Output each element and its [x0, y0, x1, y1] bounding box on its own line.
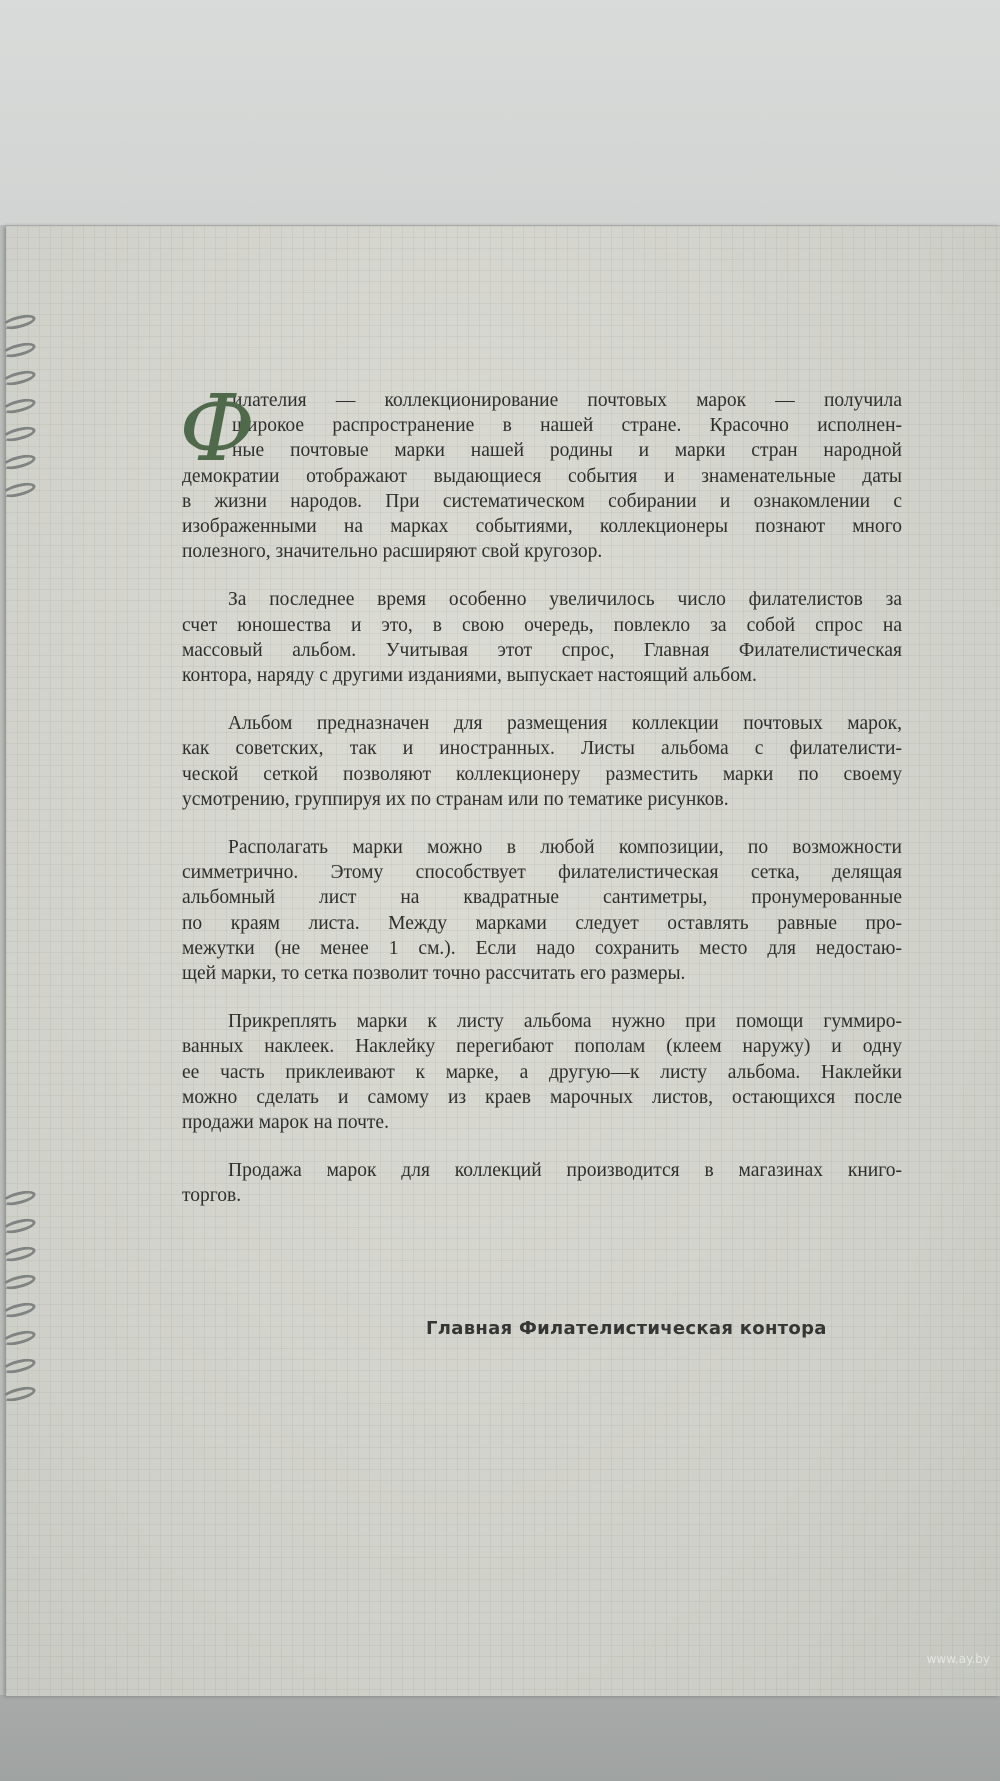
- text-line: счет юношества и это, в свою очередь, повлекло за собой спрос на: [182, 614, 902, 636]
- text-line: контора, наряду с другими изданиями, выпускает настоящий альбом.: [182, 665, 757, 687]
- paragraph-6: [182, 1158, 902, 1208]
- text-line: можно сделать и самому из краев марочных листов, остающихся после: [182, 1086, 902, 1108]
- text-line: ные почтовые марки нашей родины и марки стран народной: [232, 440, 902, 462]
- paragraph-4: [182, 835, 902, 986]
- binding-ring: [1, 340, 37, 360]
- text-line: Альбом предназначен для размещения коллекции почтовых марок,: [228, 713, 902, 735]
- binding-ring: [1, 312, 37, 332]
- text-line: ванных наклеек. Наклейку перегибают пополам (клеем наружу) и одну: [182, 1036, 902, 1058]
- text-line: ческой сеткой позволяют коллекционеру разместить марки по своему: [182, 763, 902, 785]
- text-line: полезного, значительно расширяют свой кругозор.: [182, 541, 603, 563]
- paragraph-1: [179, 375, 902, 564]
- binding-ring: [1, 1384, 37, 1404]
- text-line: щей марки, то сетка позволит точно рассчитать его размеры.: [182, 963, 686, 985]
- text-line: илателия — коллекционирование почтовых марок — получила: [232, 390, 902, 411]
- binding-ring: [1, 1188, 37, 1208]
- text-line: Располагать марки можно в любой композиции, по возможности: [228, 837, 902, 859]
- paragraph-2: [182, 587, 902, 688]
- binding-ring: [1, 396, 37, 416]
- text-line: изображенными на марках событиями, коллекционеры познают много: [182, 516, 902, 538]
- binding-ring: [1, 1272, 37, 1292]
- text-line: За последнее время особенно увеличилось число филателистов за: [228, 589, 902, 611]
- text-line: межутки (не менее 1 см.). Если надо сохранить место для недостаю-: [182, 937, 902, 959]
- table-surface-bottom: [0, 1695, 1000, 1781]
- table-surface-top: [0, 0, 1000, 225]
- text-line: Прикреплять марки к листу альбома нужно при помощи гуммиро-: [228, 1011, 902, 1033]
- text-line: продажи марок на почте.: [182, 1112, 389, 1134]
- binding-ring: [1, 1216, 37, 1236]
- drop-cap: Ф: [179, 375, 256, 482]
- binding-ring: [1, 480, 37, 500]
- binding-ring: [1, 1300, 37, 1320]
- text-line: массовый альбом. Учитывая этот спрос, Главная Филателистическая: [182, 639, 902, 661]
- watermark: www.ay.by: [926, 1652, 990, 1666]
- text-line: демократии отображают выдающиеся события и знаменательные даты: [182, 465, 902, 487]
- text-line: торгов.: [182, 1185, 242, 1207]
- text-line: симметрично. Этому способствует филателистическая сетка, делящая: [182, 862, 902, 884]
- binding-ring: [1, 1244, 37, 1264]
- text-line: ее часть приклеивают к марке, а другую—к листу альбома. Наклейки: [182, 1061, 902, 1083]
- text-line: в жизни народов. При систематическом собирании и ознакомлении с: [182, 490, 902, 512]
- text-line: широкое распространение в нашей стране. Красочно исполнен-: [232, 415, 902, 437]
- binding-ring: [1, 1328, 37, 1348]
- intro-text: [179, 375, 902, 1232]
- paragraph-3: [182, 711, 902, 812]
- signature: Главная Филателистическая контора: [426, 1318, 827, 1339]
- binding-ring: [1, 368, 37, 388]
- binding-ring: [1, 452, 37, 472]
- binding-ring: [1, 424, 37, 444]
- text-line: Продажа марок для коллекций производится в магазинах книго-: [228, 1160, 902, 1182]
- binding-ring: [1, 1356, 37, 1376]
- text-line: как советских, так и иностранных. Листы альбома с филателисти-: [182, 738, 902, 760]
- text-line: по краям листа. Между марками следует оставлять равные про-: [182, 912, 902, 934]
- paragraph-5: [182, 1009, 902, 1135]
- text-line: усмотрению, группируя их по странам или по тематике рисунков.: [182, 788, 729, 810]
- text-line: альбомный лист на квадратные сантиметры, пронумерованные: [182, 887, 902, 909]
